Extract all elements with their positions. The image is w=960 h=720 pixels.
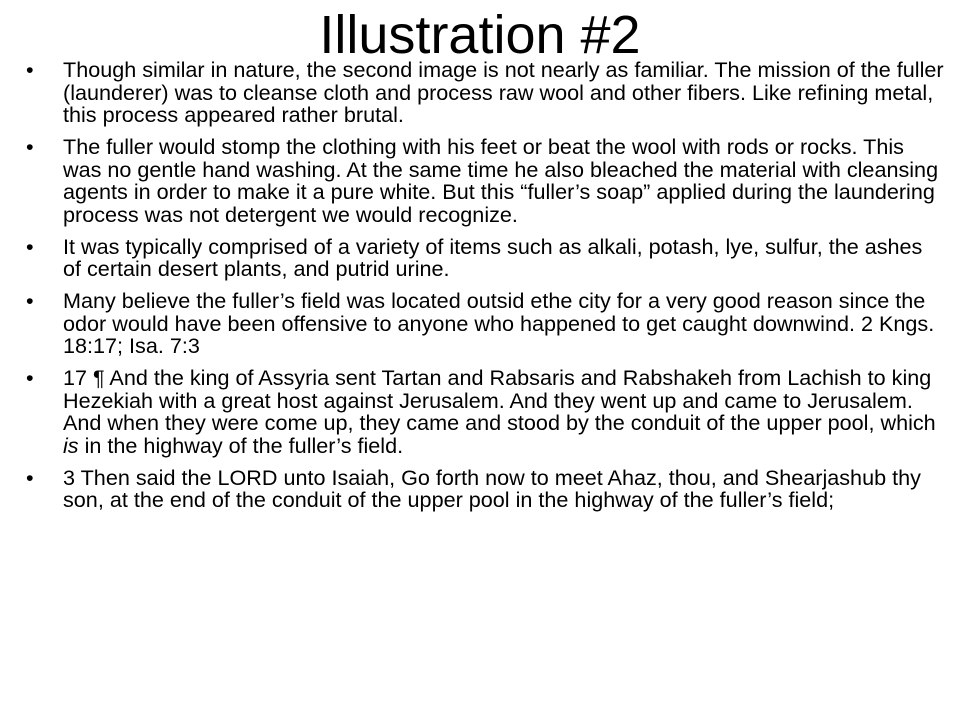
- bullet-icon: •: [26, 288, 34, 313]
- bullet-item: [26, 136, 946, 226]
- bullet-item: [26, 233, 946, 281]
- scripture-italic-word: is: [63, 432, 79, 458]
- bullet-list: [26, 59, 946, 521]
- bullet-text: The fuller would stomp the clothing with his feet or beat the wool with rods or rocks. This was no gentle hand washing. At the same time he also bleached the material with cleansing agents in order to make it a pure white. But this “fuller’s soap” applied during the laundering process was not detergent we would recognize.: [63, 134, 939, 227]
- bullet-text: Many believe the fuller’s field was located outsid ethe city for a very good reason since the odor would have been offensive to anyone who happened to get caught downwind. 2 Kngs. 18:17; Isa. 7:3: [63, 288, 935, 358]
- bullet-icon: •: [26, 464, 34, 490]
- bullet-text: 3 Then said the LORD unto Isaiah, Go forth now to meet Ahaz, thou, and Shearjashub thy son, at the end of the conduit of the upper pool in the highway of the fuller’s field;: [63, 464, 921, 512]
- bullet-item: [26, 290, 946, 358]
- bullet-icon: •: [26, 365, 34, 390]
- bullet-icon: •: [26, 233, 34, 259]
- bullet-item: [26, 367, 946, 457]
- scripture-text-before: 17 ¶ And the king of Assyria sent Tartan and Rabsaris and Rabshakeh from Lachish to king Hezekiah with a great host against Jerusalem. And they went up and came to Jerusalem. And when they were come up, they came and stood by the conduit of the upper pool, which: [63, 365, 936, 435]
- bullet-icon: •: [26, 57, 34, 82]
- scripture-text-after: in the highway of the fuller’s field.: [78, 432, 404, 458]
- slide-title: Illustration #2: [319, 5, 641, 65]
- bullet-item: [26, 59, 946, 127]
- bullet-icon: •: [26, 134, 34, 159]
- bullet-text: It was typically comprised of a variety of items such as alkali, potash, lye, sulfur, the ashes of certain desert plants, and putrid urine.: [63, 233, 923, 281]
- bullet-text-scripture: [63, 367, 946, 457]
- bullet-text: Though similar in nature, the second image is not nearly as familiar. The mission of the fuller (launderer) was to cleanse cloth and process raw wool and other fibers. Like refining metal, this process appeared rather brutal.: [63, 57, 944, 127]
- bullet-item: [26, 464, 946, 512]
